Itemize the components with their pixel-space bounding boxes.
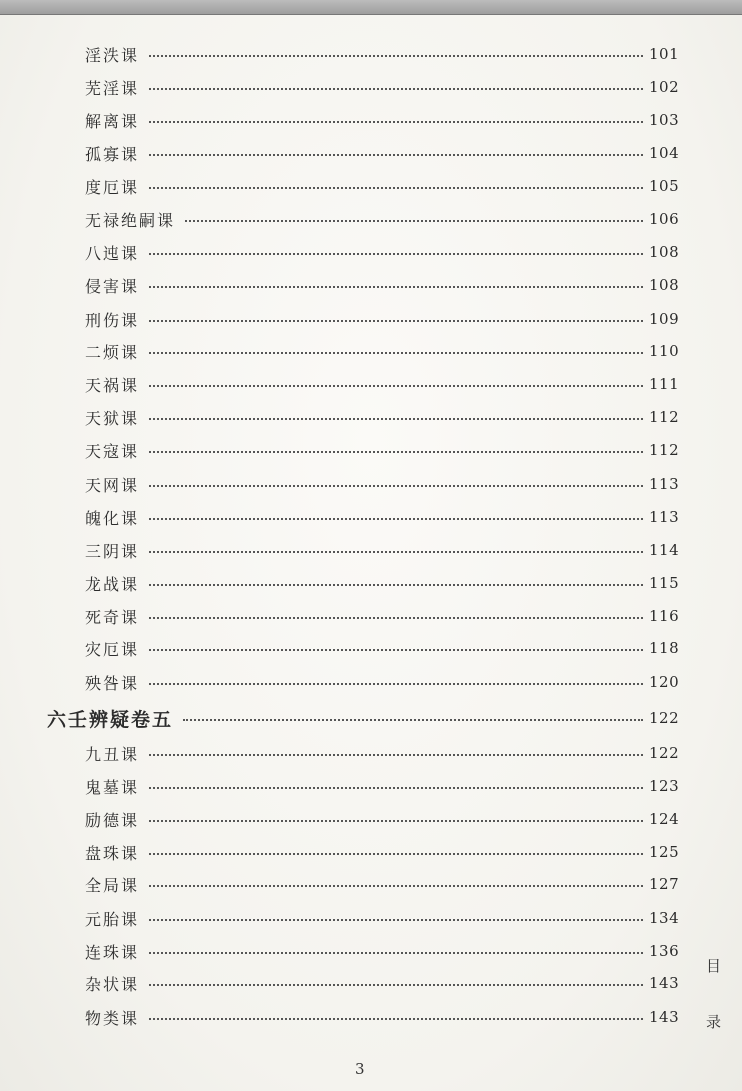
toc-entry-title: 三阴课 [85,541,140,561]
toc-chapter-heading[interactable] [47,706,679,730]
toc-entry[interactable] [85,774,679,798]
toc-entry-title: 元胎课 [85,909,140,929]
toc-chapter-page: 122 [649,709,680,727]
toc-entry-page: 115 [649,574,680,592]
toc-entry-page: 143 [649,974,680,992]
dot-leader [149,418,643,420]
toc-entry[interactable] [85,141,679,165]
toc-entry-page: 122 [649,744,680,762]
toc-entry-title: 度厄课 [85,177,140,197]
toc-entry-title: 解离课 [85,111,140,131]
toc-entry-page: 109 [649,310,680,328]
toc-entry-title: 二烦课 [85,342,140,362]
toc-entry-page: 134 [649,909,680,927]
toc-entry[interactable] [85,339,679,363]
dot-leader [149,55,643,57]
toc-entry[interactable] [85,405,679,429]
toc-entry[interactable] [85,42,679,66]
toc-entry[interactable] [85,906,679,930]
toc-entry[interactable] [85,505,679,529]
toc-entry[interactable] [85,174,679,198]
toc-entry[interactable] [85,538,679,562]
toc-entry-title: 芜淫课 [85,78,140,98]
toc-entry-page: 124 [649,810,680,828]
toc-entry-title: 魄化课 [85,508,140,528]
dot-leader [149,984,643,986]
toc-entry-title: 天寇课 [85,441,140,461]
toc-entry-title: 天狱课 [85,408,140,428]
toc-entry-page: 112 [649,441,680,459]
toc-entry-title: 淫泆课 [85,45,140,65]
toc-entry[interactable] [85,872,679,896]
dot-leader [149,1018,643,1020]
toc-entry[interactable] [85,604,679,628]
page-number: 3 [355,1060,365,1078]
toc-entry[interactable] [85,571,679,595]
dot-leader [149,451,643,453]
toc-entry[interactable] [85,75,679,99]
toc-entry[interactable] [85,372,679,396]
toc-entry[interactable] [85,207,679,231]
dot-leader [149,385,643,387]
dot-leader [149,683,643,685]
toc-entry[interactable] [85,840,679,864]
toc-entry[interactable] [85,939,679,963]
toc-entry-page: 123 [649,777,680,795]
dot-leader [149,820,643,822]
toc-entry-title: 死奇课 [85,607,140,627]
dot-leader [149,919,643,921]
dot-leader [149,187,643,189]
toc-entry-page: 102 [649,78,680,96]
toc-entry-page: 125 [649,843,680,861]
toc-entry[interactable] [85,307,679,331]
toc-entry-title: 无禄绝嗣课 [85,210,176,230]
toc-entry[interactable] [85,438,679,462]
toc-entry-title: 天网课 [85,475,140,495]
toc-entry[interactable] [85,636,679,660]
dot-leader [149,352,643,354]
toc-entry-page: 136 [649,942,680,960]
toc-entry-page: 116 [649,607,680,625]
toc-entry-page: 113 [649,508,680,526]
toc-entry[interactable] [85,971,679,995]
toc-entry-title: 侵害课 [85,276,140,296]
toc-entry-page: 143 [649,1008,680,1026]
toc-entry-title: 杂状课 [85,974,140,994]
dot-leader [149,551,643,553]
toc-entry-title: 鬼墓课 [85,777,140,797]
toc-entry-title: 九丑课 [85,744,140,764]
side-label-lu: 录 [706,1013,722,1031]
dot-leader [149,518,643,520]
toc-entry-title: 盘珠课 [85,843,140,863]
toc-entry-title: 天祸课 [85,375,140,395]
dot-leader [149,88,643,90]
dot-leader [149,286,643,288]
dot-leader [149,617,643,619]
toc-entry[interactable] [85,472,679,496]
toc-entry-page: 106 [649,210,680,228]
toc-entry-page: 111 [649,375,680,393]
toc-entry-page: 113 [649,475,680,493]
dot-leader [149,754,643,756]
toc-entry-title: 刑伤课 [85,310,140,330]
toc-entry-title: 殃咎课 [85,673,140,693]
toc-entry-title: 八迍课 [85,243,140,263]
dot-leader [149,787,643,789]
dot-leader [149,154,643,156]
dot-leader [149,253,643,255]
toc-entry-page: 114 [649,541,680,559]
dot-leader [185,220,643,222]
toc-entry-page: 103 [649,111,680,129]
dot-leader [149,584,643,586]
toc-entry[interactable] [85,240,679,264]
toc-entry[interactable] [85,1005,679,1029]
toc-entry-page: 108 [649,276,680,294]
toc-entry-title: 物类课 [85,1008,140,1028]
toc-entry-title: 连珠课 [85,942,140,962]
toc-entry[interactable] [85,670,679,694]
toc-entry[interactable] [85,108,679,132]
dot-leader [149,485,643,487]
toc-entry-page: 104 [649,144,680,162]
toc-entry-page: 112 [649,408,680,426]
toc-entry-page: 110 [649,342,680,360]
toc-entry-page: 108 [649,243,680,261]
dot-leader [149,649,643,651]
toc-chapter-title: 六壬辨疑卷五 [47,708,174,731]
toc-entry-title: 灾厄课 [85,639,140,659]
dot-leader [149,121,643,123]
dot-leader [149,320,643,322]
dot-leader [183,719,643,721]
dot-leader [149,952,643,954]
toc-entry-page: 120 [649,673,680,691]
toc-entry-title: 励德课 [85,810,140,830]
viewer-top-bar [0,0,742,15]
toc-entry-page: 105 [649,177,680,195]
dot-leader [149,853,643,855]
toc-entry-page: 127 [649,875,680,893]
toc-entry-title: 全局课 [85,875,140,895]
toc-entry[interactable] [85,741,679,765]
toc-entry-title: 龙战课 [85,574,140,594]
toc-entry-page: 118 [649,639,680,657]
toc-entry-page: 101 [649,45,680,63]
side-label-mu: 目 [706,957,722,975]
toc-entry[interactable] [85,273,679,297]
dot-leader [149,885,643,887]
toc-entry[interactable] [85,807,679,831]
toc-entry-title: 孤寡课 [85,144,140,164]
